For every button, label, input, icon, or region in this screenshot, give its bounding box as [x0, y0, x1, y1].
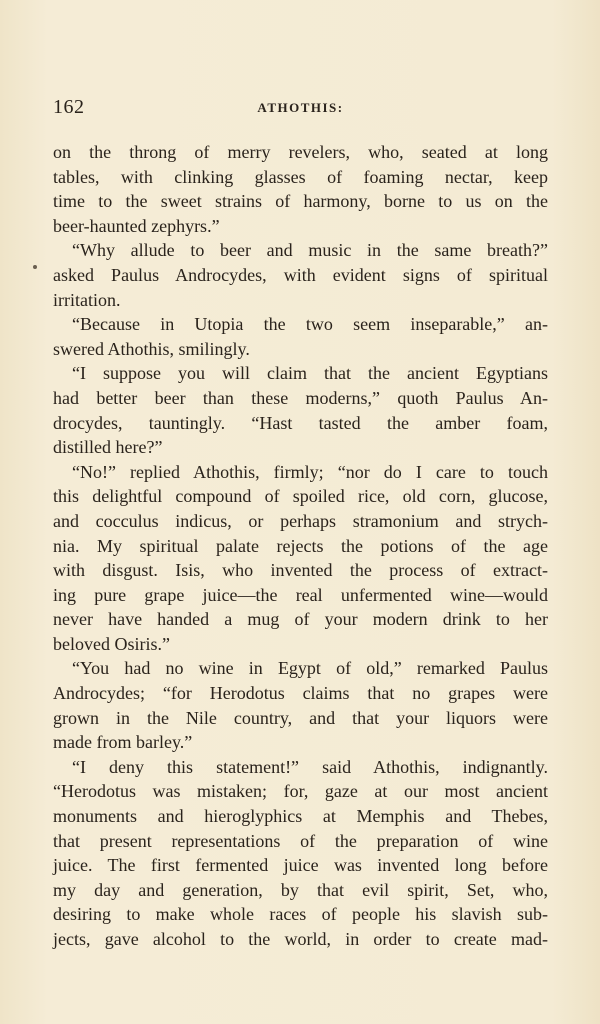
text-line: beloved Osiris.”	[53, 633, 170, 654]
text-line: time to the sweet strains of harmony, borne to us on the	[53, 191, 548, 212]
body-text	[53, 140, 548, 952]
text-line: jects, gave alcohol to the world, in order to create mad-	[53, 929, 548, 949]
text-line: with disgust. Isis, who invented the process of extract-	[53, 560, 548, 581]
text-line: swered Athothis, smilingly.	[53, 338, 250, 359]
text-line: “You had no wine in Egypt of old,” remarked Paulus	[72, 658, 548, 679]
text-line: monuments and hieroglyphics at Memphis and Thebes,	[53, 806, 548, 827]
text-line: on the throng of merry revelers, who, seated at long	[53, 142, 548, 162]
text-line: this delightful compound of spoiled rice, old corn, glucose,	[53, 486, 548, 507]
text-line: “Herodotus was mistaken; for, gaze at our most ancient	[53, 781, 548, 802]
page-number: 162	[53, 96, 85, 118]
text-line: “I deny this statement!” said Athothis, indignantly.	[72, 756, 548, 777]
text-line: irritation.	[53, 289, 121, 310]
text-line: made from barley.”	[53, 732, 193, 753]
text-line: that present representations of the preparation of wine	[53, 830, 548, 851]
text-line: my day and generation, by that evil spirit, Set, who,	[53, 879, 548, 900]
text-line: and cocculus indicus, or perhaps stramonium and strych-	[53, 510, 548, 531]
margin-mark	[33, 265, 37, 269]
text-line: distilled here?”	[53, 437, 163, 458]
text-line: Androcydes; “for Herodotus claims that no grapes were	[53, 683, 548, 704]
text-line: had better beer than these moderns,” quoth Paulus An-	[53, 387, 548, 408]
text-line: grown in the Nile country, and that your liquors were	[53, 707, 548, 728]
text-line: drocydes, tauntingly. “Hast tasted the amber foam,	[53, 412, 548, 433]
text-line: “I suppose you will claim that the ancient Egyptians	[72, 363, 548, 384]
text-line: nia. My spiritual palate rejects the potions of the age	[53, 535, 548, 556]
page-header	[53, 96, 548, 122]
text-line: “Because in Utopia the two seem inseparable,” an-	[72, 314, 548, 335]
text-line: tables, with clinking glasses of foaming nectar, keep	[53, 166, 548, 187]
running-head: ATHOTHIS:	[257, 100, 344, 115]
text-line: ing pure grape juice—the real unfermented wine—would	[53, 584, 548, 605]
text-line: desiring to make whole races of people his slavish sub-	[53, 904, 548, 925]
text-line: “No!” replied Athothis, firmly; “nor do I care to touch	[72, 461, 548, 482]
text-line: never have handed a mug of your modern drink to her	[53, 609, 548, 630]
text-line: “Why allude to beer and music in the same breath?”	[72, 240, 548, 261]
text-line: beer-haunted zephyrs.”	[53, 215, 220, 236]
text-line: juice. The first fermented juice was invented long before	[53, 855, 548, 876]
text-line: asked Paulus Androcydes, with evident signs of spiritual	[53, 264, 548, 285]
